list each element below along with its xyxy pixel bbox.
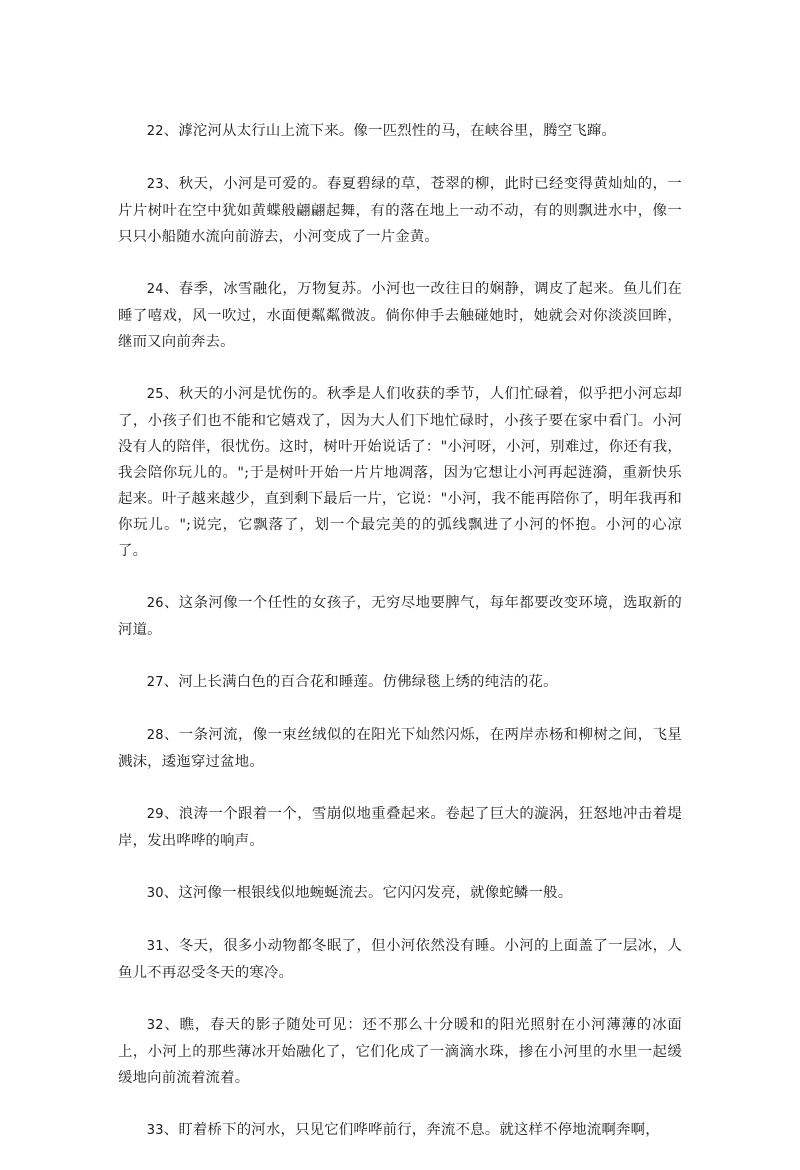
paragraph-31 (118, 933, 682, 986)
paragraph-33 (118, 1117, 682, 1144)
paragraph-number: 22 (146, 124, 164, 139)
paragraph-text: 、秋天的小河是忧伤的。秋季是人们收获的季节，人们忙碌着，似乎把小河忘却了，小孩子们也不能和它嬉戏了，因为大人们下地忙碌时，小孩子要在家中看门。小河没有人的陪伴，很忧伤。这时，树叶开始说话了："小河呀，小河，别难过，你还有我，我会陪你玩儿的。";于是树叶开始一片片地凋落，因为它想让小河再起涟漪，重新快乐起来。叶子越来越少，直到剩下最后一片，它说："小河，我不能再陪你了，明年我再和你玩儿。";说完，它飘落了，划一个最完美的的弧线飘进了小河的怀抱。小河的心凉了。 (118, 386, 682, 559)
document-body (118, 118, 682, 1170)
paragraph-23 (118, 171, 682, 250)
paragraph-text: 、滹沱河从太行山上流下来。像一匹烈性的马，在峡谷里，腾空飞蹿。 (163, 123, 617, 139)
paragraph-number: 27 (146, 675, 164, 690)
paragraph-text: 、春季，冰雪融化，万物复苏。小河也一改往日的娴静，调皮了起来。鱼儿们在睡了嘻戏，风一吹过，水面便粼粼微波。倘你伸手去触碰她时，她就会对你淡淡回眸，继而又向前奔去。 (118, 281, 682, 350)
paragraph-25 (118, 381, 682, 564)
paragraph-text: 、浪涛一个跟着一个，雪崩似地重叠起来。卷起了巨大的漩涡，狂怒地冲击着堤岸，发出哗哗的响声。 (118, 806, 682, 849)
paragraph-number: 31 (146, 939, 164, 954)
paragraph-text: 、河上长满白色的百合花和睡莲。仿佛绿毯上绣的纯洁的花。 (163, 674, 558, 690)
paragraph-text: 、这河像一根银线似地蜿蜒流去。它闪闪发亮，就像蛇鳞一般。 (163, 885, 573, 901)
paragraph-26 (118, 590, 682, 643)
paragraph-number: 32 (146, 1018, 164, 1033)
paragraph-text: 、秋天，小河是可爱的。春夏碧绿的草，苍翠的柳，此时已经变得黄灿灿的，一片片树叶在空中犹如黄蝶般翩翩起舞，有的落在地上一动不动，有的则飘进水中，像一只只小船随水流向前游去，小河变成了一片金黄。 (118, 176, 682, 245)
paragraph-29 (118, 801, 682, 854)
paragraph-number: 33 (146, 1123, 164, 1138)
paragraph-number: 23 (146, 177, 164, 192)
paragraph-text: 、这条河像一个任性的女孩子，无穷尽地要脾气，每年都要改变环境，选取新的河道。 (118, 595, 682, 638)
paragraph-number: 29 (146, 807, 164, 822)
paragraph-text: 、盯着桥下的河水，只见它们哗哗前行，奔流不息。就这样不停地流啊奔啊， (163, 1122, 660, 1138)
paragraph-22 (118, 118, 682, 145)
paragraph-27 (118, 669, 682, 696)
paragraph-text: 、瞧，春天的影子随处可见：还不那么十分暖和的阳光照射在小河薄薄的冰面上，小河上的那些薄冰开始融化了，它们化成了一滴滴水珠，掺在小河里的水里一起缓缓地向前流着流着。 (118, 1017, 682, 1086)
paragraph-24 (118, 276, 682, 355)
paragraph-number: 28 (146, 728, 164, 743)
paragraph-text: 、一条河流，像一束丝绒似的在阳光下灿然闪烁，在两岸赤杨和柳树之间，飞星溅沫，逶迤穿过盆地。 (118, 727, 682, 770)
paragraph-30 (118, 880, 682, 907)
paragraph-number: 25 (146, 387, 164, 402)
paragraph-32 (118, 1012, 682, 1091)
paragraph-number: 24 (146, 282, 164, 297)
paragraph-number: 30 (146, 886, 164, 901)
paragraph-number: 26 (146, 596, 164, 611)
paragraph-text: 、冬天，很多小动物都冬眠了，但小河依然没有睡。小河的上面盖了一层冰，人鱼儿不再忍受冬天的寒冷。 (118, 938, 682, 981)
paragraph-28 (118, 722, 682, 775)
